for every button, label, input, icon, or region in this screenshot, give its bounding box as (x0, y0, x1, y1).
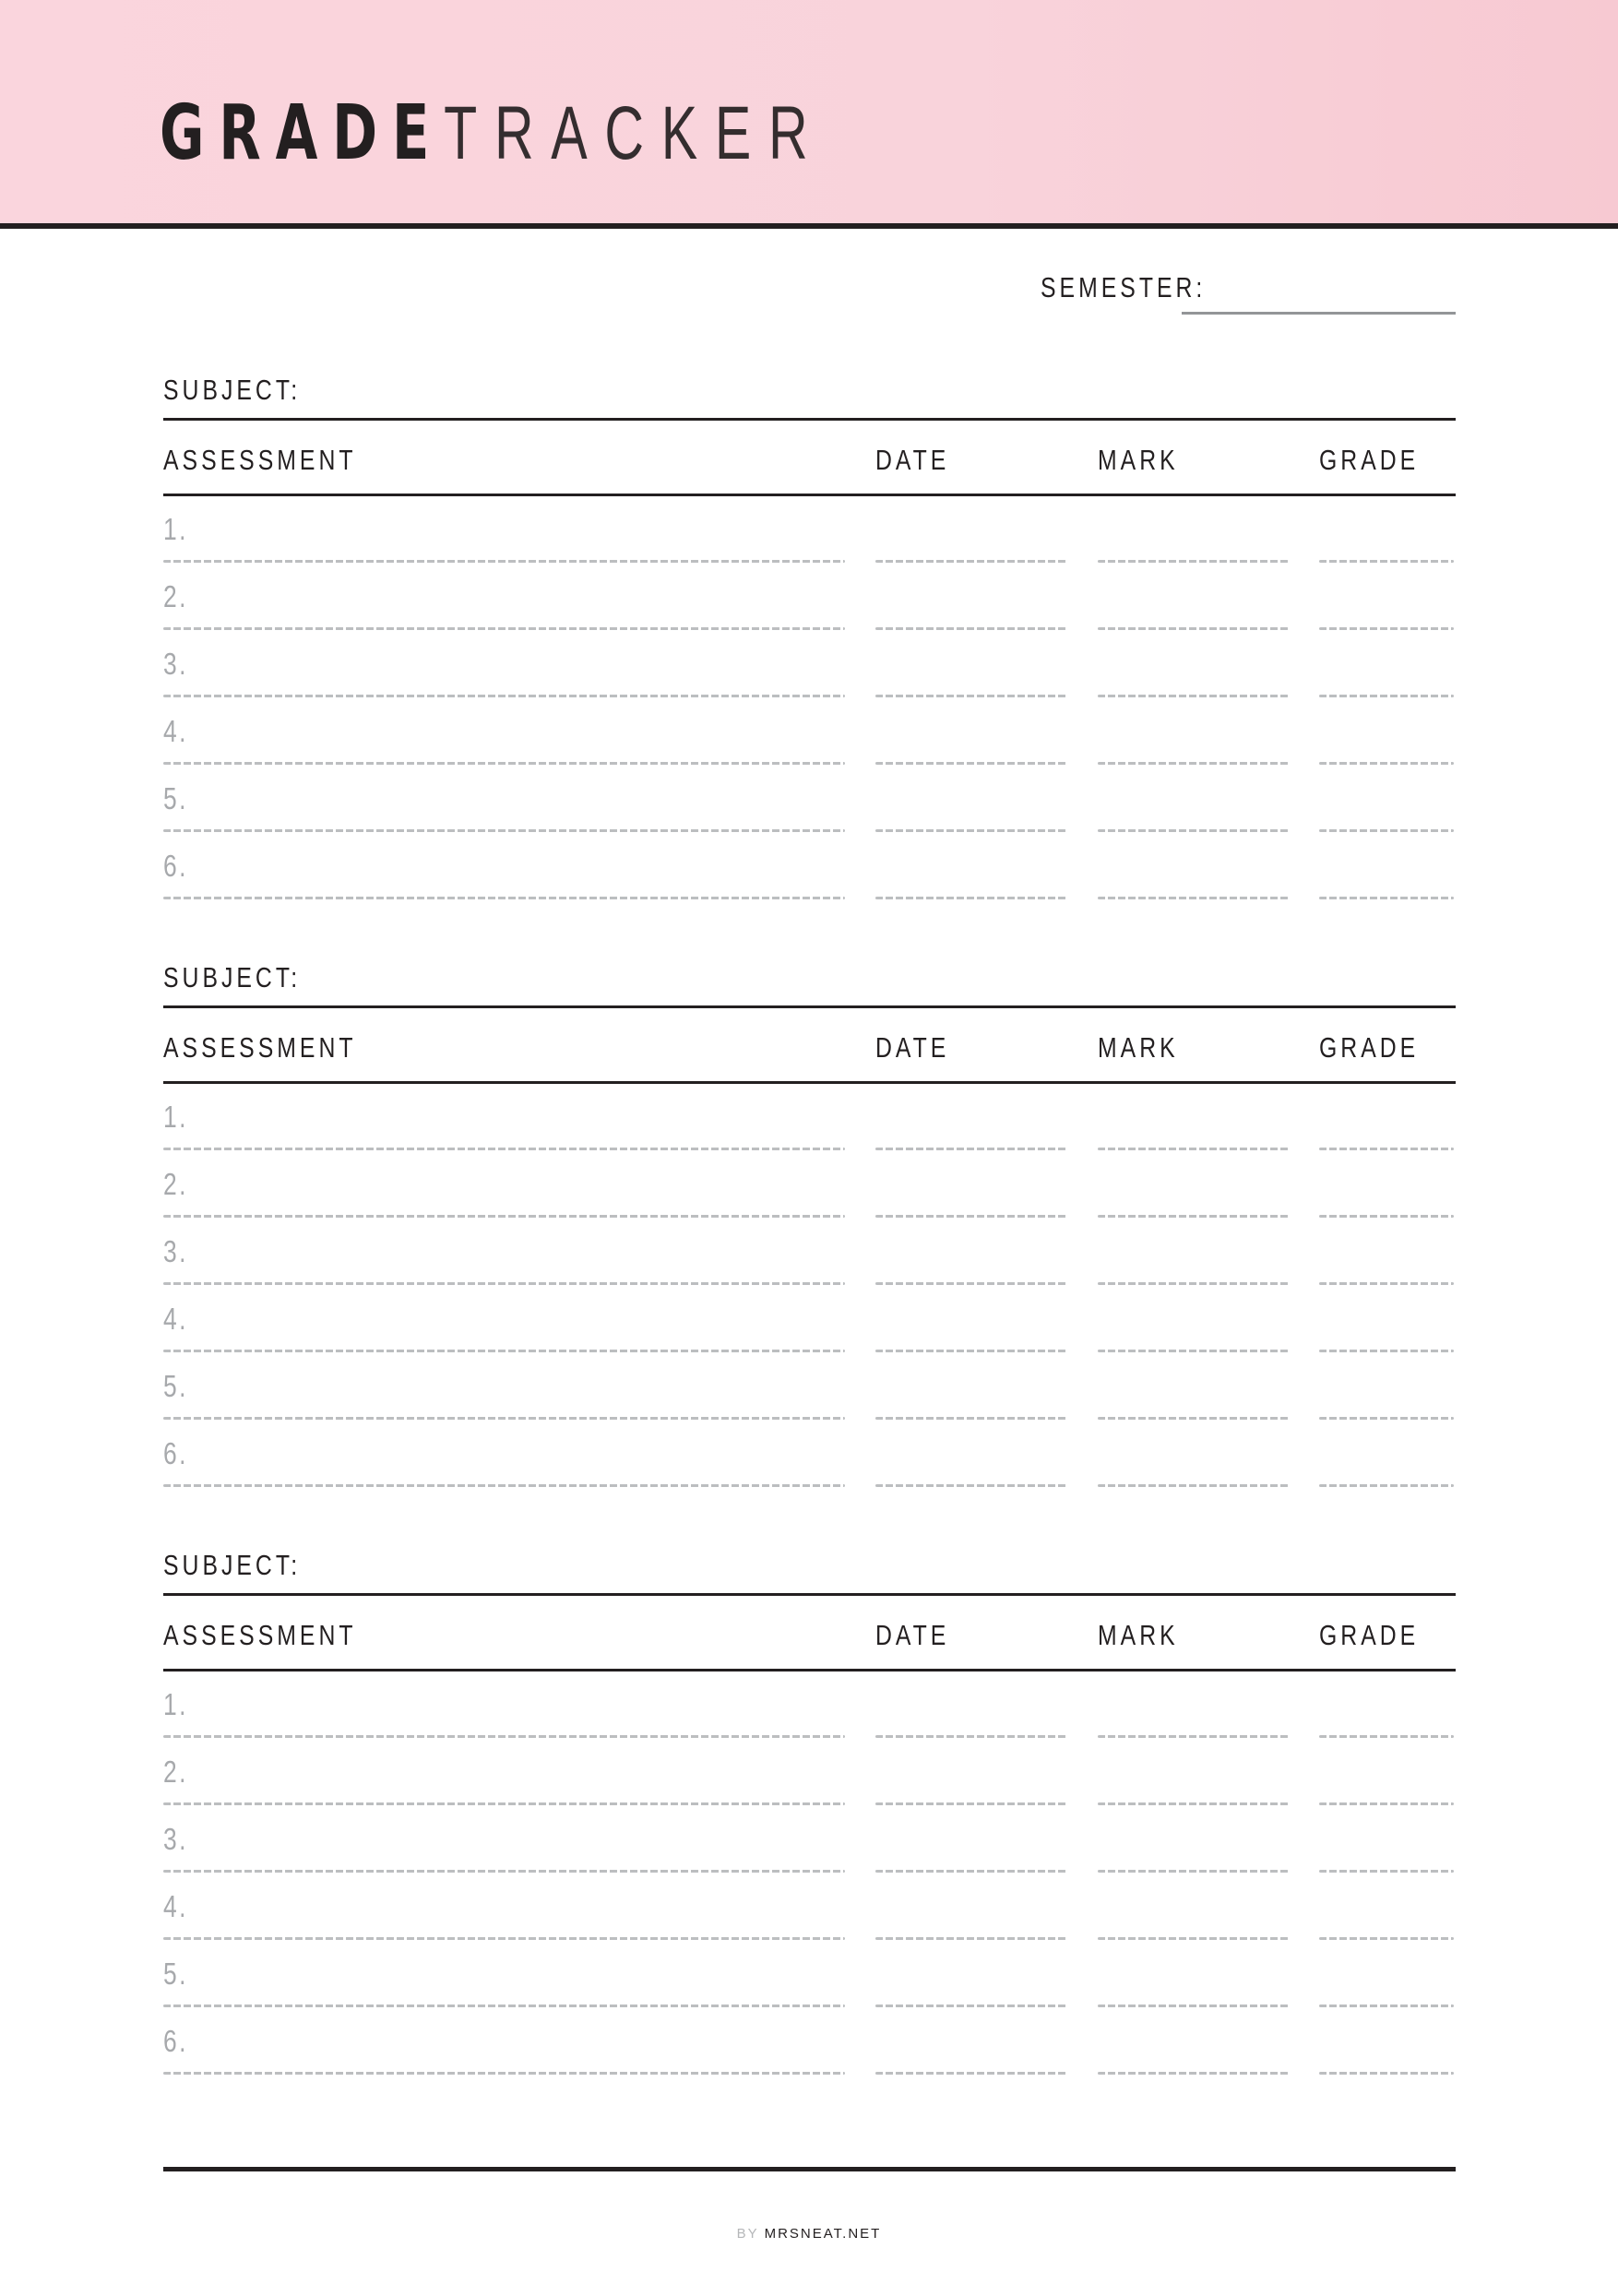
subject-section (163, 1549, 1456, 2105)
grade-entry-line[interactable] (1319, 1802, 1454, 1805)
table-row (163, 1436, 1456, 1507)
assessment-entry-line[interactable] (163, 1148, 845, 1150)
row-number: 1. (163, 512, 188, 546)
column-header-grade: GRADE (1319, 1031, 1420, 1064)
mark-entry-line[interactable] (1098, 1148, 1289, 1150)
grade-entry-line[interactable] (1319, 1484, 1454, 1487)
table-row (163, 512, 1456, 583)
header-bottom-rule (163, 494, 1456, 496)
table-row (163, 1957, 1456, 2028)
assessment-entry-line[interactable] (163, 897, 845, 899)
header-divider (0, 223, 1618, 229)
section-top-rule (163, 1593, 1456, 1596)
date-entry-line[interactable] (875, 1350, 1067, 1352)
date-entry-line[interactable] (875, 762, 1067, 765)
mark-entry-line[interactable] (1098, 695, 1289, 697)
table-row (163, 1889, 1456, 1960)
row-number: 4. (163, 714, 188, 748)
column-header-date: DATE (875, 1031, 950, 1064)
row-number: 1. (163, 1687, 188, 1721)
assessment-entry-line[interactable] (163, 695, 845, 697)
grade-entry-line[interactable] (1319, 560, 1454, 563)
mark-entry-line[interactable] (1098, 1417, 1289, 1420)
grade-entry-line[interactable] (1319, 2072, 1454, 2075)
date-entry-line[interactable] (875, 1282, 1067, 1285)
table-row (163, 849, 1456, 920)
grade-entry-line[interactable] (1319, 1148, 1454, 1150)
footer-credit (0, 2226, 1618, 2242)
grade-entry-line[interactable] (1319, 1735, 1454, 1738)
subject-section (163, 376, 1456, 930)
grade-entry-line[interactable] (1319, 1350, 1454, 1352)
assessment-entry-line[interactable] (163, 560, 845, 563)
grade-entry-line[interactable] (1319, 627, 1454, 630)
subject-input[interactable] (302, 376, 1456, 410)
row-number: 5. (163, 781, 188, 815)
mark-entry-line[interactable] (1098, 829, 1289, 832)
page-title (160, 89, 826, 177)
header-bottom-rule (163, 1081, 1456, 1084)
date-entry-line[interactable] (875, 1148, 1067, 1150)
table-row (163, 2024, 1456, 2095)
section-top-rule (163, 1005, 1456, 1008)
date-entry-line[interactable] (875, 627, 1067, 630)
title-bold: GRADE (160, 89, 445, 177)
table-row (163, 1167, 1456, 1238)
semester-label: SEMESTER: (1041, 271, 1207, 303)
assessment-entry-line[interactable] (163, 1937, 845, 1940)
date-entry-line[interactable] (875, 2072, 1067, 2075)
assessment-entry-line[interactable] (163, 627, 845, 630)
mark-entry-line[interactable] (1098, 1282, 1289, 1285)
grade-entry-line[interactable] (1319, 1937, 1454, 1940)
date-entry-line[interactable] (875, 1735, 1067, 1738)
table-row (163, 1234, 1456, 1305)
date-entry-line[interactable] (875, 1215, 1067, 1218)
assessment-entry-line[interactable] (163, 2072, 845, 2075)
row-number: 2. (163, 1167, 188, 1201)
subject-label: SUBJECT: (163, 961, 302, 993)
column-header-grade: GRADE (1319, 444, 1420, 476)
table-row (163, 1687, 1456, 1758)
mark-entry-line[interactable] (1098, 2005, 1289, 2007)
grade-entry-line[interactable] (1319, 1870, 1454, 1873)
grade-entry-line[interactable] (1319, 762, 1454, 765)
subject-input[interactable] (302, 964, 1456, 997)
date-entry-line[interactable] (875, 2005, 1067, 2007)
mark-entry-line[interactable] (1098, 1802, 1289, 1805)
table-row (163, 1755, 1456, 1826)
table-row (163, 781, 1456, 852)
column-header-assessment: ASSESSMENT (163, 444, 357, 476)
section-top-rule (163, 418, 1456, 421)
mark-entry-line[interactable] (1098, 1870, 1289, 1873)
mark-entry-line[interactable] (1098, 762, 1289, 765)
column-header-mark: MARK (1098, 444, 1179, 476)
assessment-entry-line[interactable] (163, 762, 845, 765)
column-header-mark: MARK (1098, 1619, 1179, 1651)
grade-entry-line[interactable] (1319, 897, 1454, 899)
row-number: 5. (163, 1957, 188, 1991)
row-number: 4. (163, 1302, 188, 1336)
semester-input-line[interactable] (1182, 312, 1456, 315)
mark-entry-line[interactable] (1098, 560, 1289, 563)
column-header-assessment: ASSESSMENT (163, 1031, 357, 1064)
column-header-date: DATE (875, 444, 950, 476)
grade-entry-line[interactable] (1319, 695, 1454, 697)
assessment-entry-line[interactable] (163, 1215, 845, 1218)
date-entry-line[interactable] (875, 829, 1067, 832)
date-entry-line[interactable] (875, 1417, 1067, 1420)
row-number: 4. (163, 1889, 188, 1923)
table-row (163, 1822, 1456, 1893)
title-light: TRACKER (444, 91, 826, 175)
column-header-mark: MARK (1098, 1031, 1179, 1064)
date-entry-line[interactable] (875, 897, 1067, 899)
column-header-assessment: ASSESSMENT (163, 1619, 357, 1651)
row-number: 5. (163, 1369, 188, 1403)
table-row (163, 1369, 1456, 1440)
date-entry-line[interactable] (875, 560, 1067, 563)
assessment-entry-line[interactable] (163, 829, 845, 832)
assessment-entry-line[interactable] (163, 1870, 845, 1873)
grade-entry-line[interactable] (1319, 1215, 1454, 1218)
row-number: 2. (163, 579, 188, 613)
bottom-divider (163, 2167, 1456, 2171)
row-number: 3. (163, 647, 188, 681)
header-bottom-rule (163, 1669, 1456, 1671)
row-number: 3. (163, 1234, 188, 1268)
table-row (163, 1100, 1456, 1171)
mark-entry-line[interactable] (1098, 2072, 1289, 2075)
semester-field (1041, 271, 1247, 304)
assessment-entry-line[interactable] (163, 1282, 845, 1285)
assessment-entry-line[interactable] (163, 1735, 845, 1738)
subject-label: SUBJECT: (163, 1549, 302, 1581)
grade-entry-line[interactable] (1319, 2005, 1454, 2007)
column-header-grade: GRADE (1319, 1619, 1420, 1651)
date-entry-line[interactable] (875, 695, 1067, 697)
row-number: 2. (163, 1755, 188, 1789)
grade-entry-line[interactable] (1319, 1417, 1454, 1420)
column-header-date: DATE (875, 1619, 950, 1651)
row-number: 1. (163, 1100, 188, 1134)
mark-entry-line[interactable] (1098, 1350, 1289, 1352)
date-entry-line[interactable] (875, 1484, 1067, 1487)
mark-entry-line[interactable] (1098, 1735, 1289, 1738)
grade-entry-line[interactable] (1319, 1282, 1454, 1285)
mark-entry-line[interactable] (1098, 897, 1289, 899)
table-row (163, 1302, 1456, 1373)
date-entry-line[interactable] (875, 1870, 1067, 1873)
row-number: 3. (163, 1822, 188, 1856)
header-banner (0, 0, 1618, 223)
subject-input[interactable] (302, 1552, 1456, 1585)
mark-entry-line[interactable] (1098, 1215, 1289, 1218)
assessment-entry-line[interactable] (163, 1417, 845, 1420)
table-row (163, 647, 1456, 718)
date-entry-line[interactable] (875, 1937, 1067, 1940)
table-row (163, 714, 1456, 785)
subject-label: SUBJECT: (163, 374, 302, 406)
table-row (163, 579, 1456, 650)
assessment-entry-line[interactable] (163, 1484, 845, 1487)
mark-entry-line[interactable] (1098, 1937, 1289, 1940)
subject-section (163, 961, 1456, 1517)
footer-site: MRSNEAT.NET (764, 2226, 882, 2242)
row-number: 6. (163, 849, 188, 883)
date-entry-line[interactable] (875, 1802, 1067, 1805)
footer-by: BY (736, 2226, 759, 2242)
row-number: 6. (163, 1436, 188, 1470)
mark-entry-line[interactable] (1098, 1484, 1289, 1487)
grade-entry-line[interactable] (1319, 829, 1454, 832)
row-number: 6. (163, 2024, 188, 2058)
assessment-entry-line[interactable] (163, 1350, 845, 1352)
assessment-entry-line[interactable] (163, 2005, 845, 2007)
assessment-entry-line[interactable] (163, 1802, 845, 1805)
mark-entry-line[interactable] (1098, 627, 1289, 630)
